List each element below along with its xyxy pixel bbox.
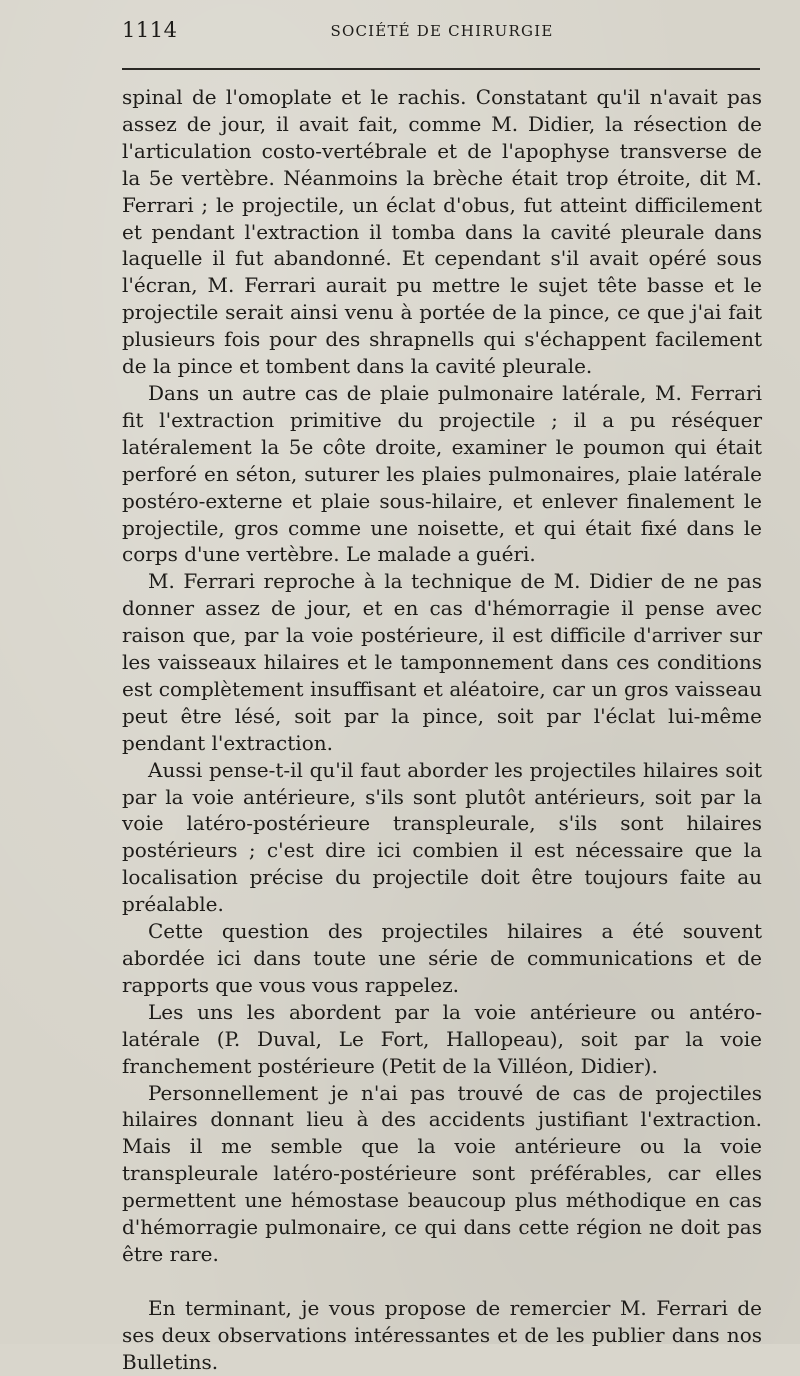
page-header (122, 18, 762, 44)
paragraph: Les uns les abordent par la voie antérieure ou antéro-latérale (P. Duval, Le Fort, Hallopeau), soit par la voie franchement postérieure (Petit de la Villéon, Didier). (122, 999, 762, 1078)
paragraph: Dans un autre cas de plaie pulmonaire latérale, M. Ferrari fit l'extraction primitive du projectile ; il a pu réséquer latéralement la 5e côte droite, examiner le poumon qui était perforé en séton, suturer les plaies pulmonaires, plaie latérale postéro-externe et plaie sous-hilaire, et enlever finalement le projectile, gros comme une noisette, et qui était fixé dans le corps d'une vertèbre. Le malade a guéri. (122, 380, 762, 567)
header-rule (122, 68, 760, 70)
paragraph: M. Ferrari reproche à la technique de M. Didier de ne pas donner assez de jour, et en cas d'hémorragie il pense avec raison que, par la voie postérieure, il est difficile d'arriver sur les vaisseaux hilaires et le tamponnement dans ces conditions est complètement insuffisant et aléatoire, car un gros vaisseau peut être lésé, soit par la pince, soit par l'éclat lui-même pendant l'extraction. (122, 569, 762, 755)
paragraph: Aussi pense-t-il qu'il faut aborder les projectiles hilaires soit par la voie antérieure, s'ils sont plutôt antérieurs, soit par la voie latéro-postérieure transpleurale, s'ils sont hilaires postérieurs ; c'est dire ici combien il est nécessaire que la localisation précise du projectile doit être toujours faite au préalable. (122, 757, 762, 917)
running-title: SOCIÉTÉ DE CHIRURGIE (330, 22, 554, 40)
page-number: 1114 (122, 18, 178, 42)
paragraph-closing: En terminant, je vous propose de remercier M. Ferrari de ses deux observations intéressantes et de les publier dans nos Bulletins. (122, 1295, 762, 1374)
body-text (122, 84, 762, 1376)
paragraph: Cette question des projectiles hilaires a été souvent abordée ici dans toute une série de communications et de rapports que vous vous rappelez. (122, 919, 762, 997)
paragraph: Personnellement je n'ai pas trouvé de cas de projectiles hilaires donnant lieu à des accidents justifiant l'extraction. Mais il me semble que la voie antérieure ou la voie transpleurale latéro-postérieure sont préférables, car elles permettent une hémostase beaucoup plus méthodique en cas d'hémorragie pulmonaire, ce qui dans cette région ne doit pas être rare. (122, 1080, 762, 1266)
paragraph-continuation: spinal de l'omoplate et le rachis. Constatant qu'il n'avait pas assez de jour, il avait fait, comme M. Didier, la résection de l'articulation costo-vertébrale et de l'apophyse transverse de la 5e vertèbre. Néanmoins la brèche était trop étroite, dit M. Ferrari ; le projectile, un éclat d'obus, fut atteint difficilement et pendant l'extraction il tomba dans la cavité pleurale dans laquelle il fut abandonné. Et cependant s'il avait opéré sous l'écran, M. Ferrari aurait pu mettre le sujet tête basse et le projectile serait ainsi venu à portée de la pince, ce que j'ai fait plusieurs fois pour des shrapnells qui s'échappent facilement de la pince et tombent dans la cavité pleurale. (122, 85, 762, 379)
